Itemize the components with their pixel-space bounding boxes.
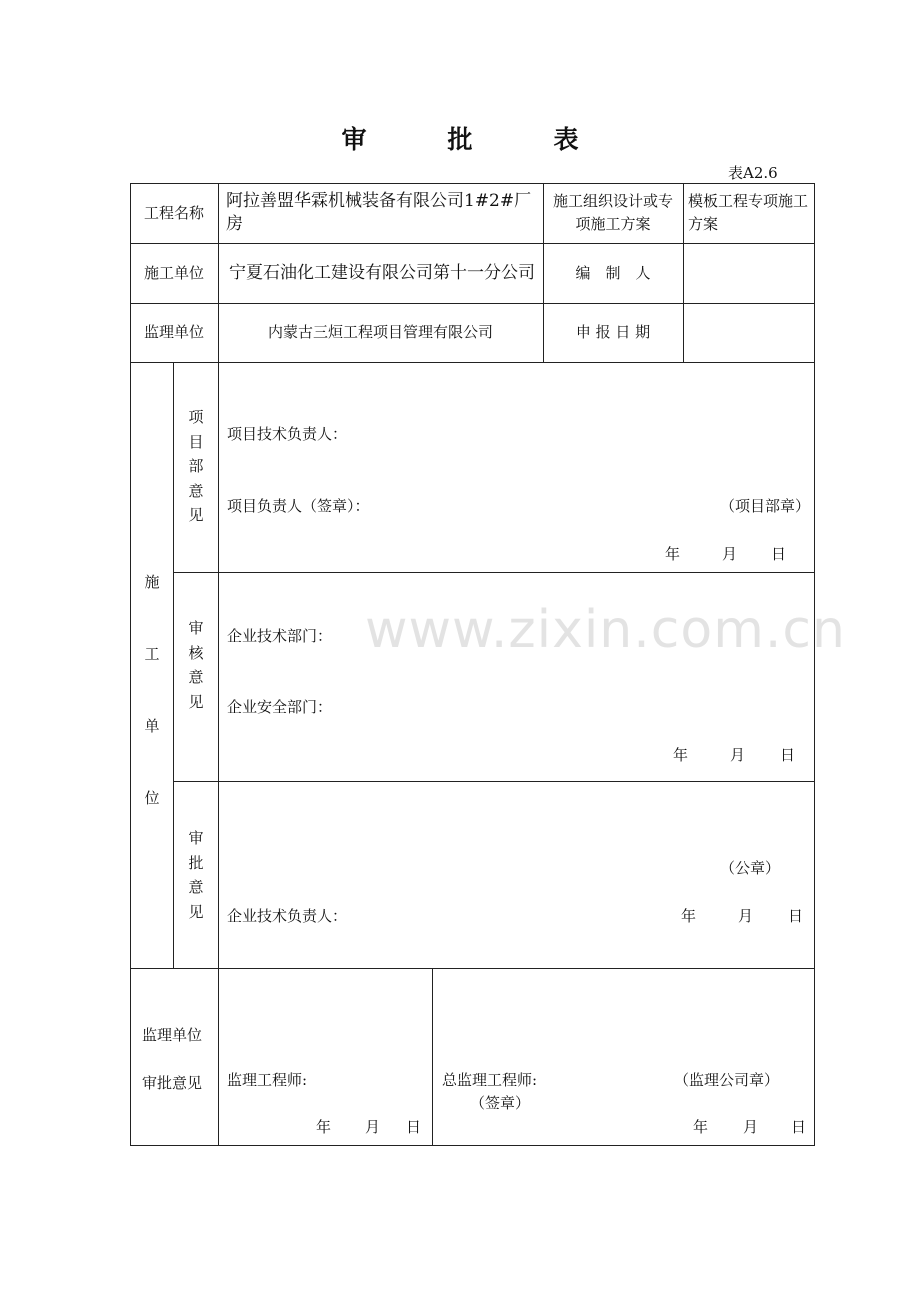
chief-sign-note: （签章） [470, 1094, 531, 1112]
table-border-bottom [130, 1145, 815, 1146]
date-month: 月 [738, 907, 754, 925]
supervision-label-line2: 审批意见 [142, 1074, 203, 1092]
column-divider [432, 968, 433, 1146]
row-divider [130, 968, 815, 969]
supervisor-label: 监理单位 [143, 323, 204, 341]
plan-type-value: 模板工程专项施工方案 [688, 192, 809, 233]
chief-supervision-engineer-field: 总监理工程师: [442, 1071, 538, 1089]
table-border-right [814, 183, 815, 1146]
plan-type-label: 施工组织设计或专项施工方案 [552, 192, 673, 233]
approval-opinion-label: 审批意见 [188, 829, 204, 921]
date-day: 日 [406, 1118, 422, 1136]
editor-value[interactable] [683, 243, 814, 303]
project-name-label: 工程名称 [143, 203, 204, 222]
page-title: 审 批 表 [341, 125, 607, 154]
date-day: 日 [771, 545, 787, 563]
review-opinion-label: 审核意见 [188, 619, 204, 711]
construction-unit-label: 施工单位 [144, 573, 160, 807]
row-divider [173, 781, 815, 782]
date-day: 日 [780, 746, 796, 764]
date-month: 月 [722, 545, 738, 563]
project-manager-sign-field: 项目负责人（签章）： [227, 497, 370, 515]
official-seal: （公章） [720, 859, 781, 877]
date-year: 年 [665, 545, 681, 563]
editor-label: 编 制 人 [575, 263, 651, 282]
project-name-value: 阿拉善盟华霖机械装备有限公司1#2#厂房 [226, 191, 532, 234]
approval-form-table [130, 183, 815, 1146]
project-tech-lead-field: 项目技术负责人： [227, 425, 348, 443]
date-day: 日 [788, 907, 804, 925]
date-year: 年 [316, 1118, 332, 1136]
supervision-company-seal: （监理公司章） [674, 1071, 780, 1089]
submit-date-value[interactable] [683, 303, 814, 362]
date-month: 月 [365, 1118, 381, 1136]
date-day: 日 [791, 1118, 807, 1136]
date-year: 年 [673, 746, 689, 764]
form-number: 表A2.6 [728, 164, 778, 182]
row-divider [173, 572, 815, 573]
contractor-value: 宁夏石油化工建设有限公司第十一分公司 [229, 262, 535, 283]
supervisor-value: 内蒙古三烜工程项目管理有限公司 [267, 323, 493, 341]
row-divider [130, 362, 815, 363]
date-month: 月 [743, 1118, 759, 1136]
enterprise-safety-dept-field: 企业安全部门： [227, 698, 333, 716]
supervision-label-line1: 监理单位 [142, 1026, 203, 1044]
submit-date-label: 申 报 日 期 [575, 323, 651, 341]
enterprise-tech-lead-field: 企业技术负责人： [227, 907, 348, 925]
contractor-label: 施工单位 [143, 263, 204, 282]
date-month: 月 [730, 746, 746, 764]
column-divider [173, 362, 174, 968]
project-dept-seal: （项目部章） [720, 497, 811, 515]
project-dept-opinion-label: 项目部意见 [188, 408, 204, 524]
enterprise-tech-dept-field: 企业技术部门： [227, 627, 333, 645]
supervision-engineer-field: 监理工程师: [227, 1071, 308, 1089]
date-year: 年 [681, 907, 697, 925]
watermark: www.zixin.com.cn [365, 600, 846, 660]
date-year: 年 [693, 1118, 709, 1136]
